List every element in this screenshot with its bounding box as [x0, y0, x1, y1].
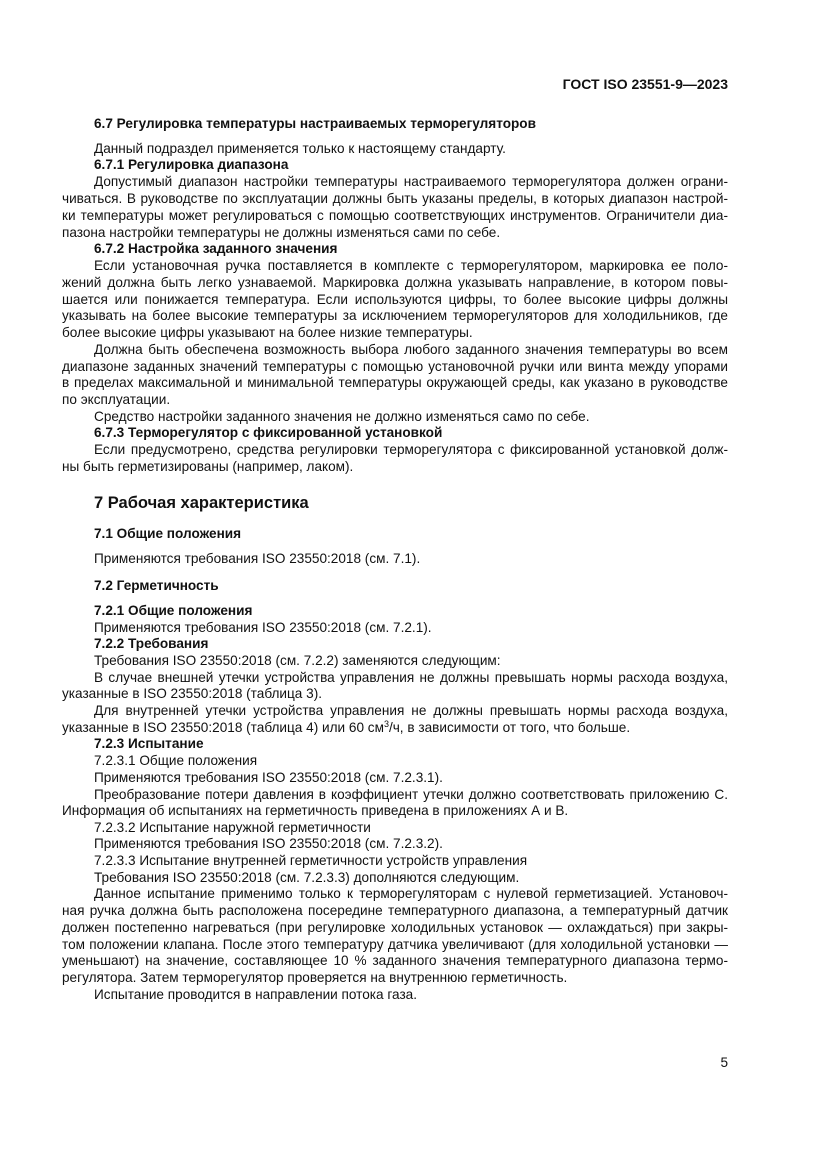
- paragraph: Требования ISO 23550:2018 (см. 7.2.2) заменяются следующим:: [94, 653, 501, 668]
- subsection-heading-6-7-3: 6.7.3 Терморегулятор с фиксированной установкой: [94, 425, 443, 440]
- paragraph: Средство настройки заданного значения не должно изменяться само по себе.: [94, 409, 590, 424]
- text-line: В случае внешней утечки устройства управления не должны превышать нормы расхода воздуха,: [94, 670, 728, 685]
- text-line: Информация об испытаниях на герметичность приведена в приложениях А и В.: [62, 803, 569, 818]
- paragraph: Применяются требования ISO 23550:2018 (см. 7.1).: [94, 551, 421, 566]
- text-line: шается или понижается температура. Если используются цифры, то более высокие цифры должны: [62, 292, 728, 307]
- text-line: диапазоне заданных значений температуры с помощью установочной ручки или винта между упорами: [62, 359, 728, 374]
- paragraph: Применяются требования ISO 23550:2018 (см. 7.2.3.1).: [94, 770, 443, 785]
- paragraph: Данный подраздел применяется только к настоящему стандарту.: [94, 141, 506, 156]
- paragraph: Требования ISO 23550:2018 (см. 7.2.3.3) дополняются следующим.: [94, 870, 520, 885]
- text-line: должен постепенно нагреваться (при регулировке холодильных установок — охлаждаться) при закры-: [62, 920, 728, 935]
- text-line: регулятора. Затем терморегулятор проверяется на внутреннюю герметичность.: [62, 970, 568, 985]
- subsection-heading-7-2: 7.2 Герметичность: [94, 578, 219, 593]
- text-line: ки температуры может регулироваться с помощью соответствующих инструментов. Ограничители диа-: [62, 208, 728, 223]
- text-line: Должна быть обеспечена возможность выбора любого заданного значения температуры во всем: [94, 342, 728, 357]
- text-line: чиваться. В руководстве по эксплуатации должны быть указаны пределы, в которых диапазон настрой-: [62, 191, 728, 206]
- text-line: указанные в ISO 23550:2018 (таблица 4) или 60 $см^3/ч$, в зависимости от того, что больше.: [62, 719, 631, 735]
- text-line: пазона настройки температуры не должны изменяться сами по себе.: [62, 225, 501, 240]
- subsection-heading-7-2-1: 7.2.1 Общие положения: [94, 603, 253, 618]
- subsection-heading-7-1: 7.1 Общие положения: [94, 526, 242, 541]
- text-line: более высокие цифры указывают на более низкие температуры.: [62, 325, 473, 340]
- text-line: Если предусмотрено, средства регулировки терморегулятора с фиксированной установкой долж-: [94, 442, 728, 457]
- text-line: ны быть герметизированы (например, лаком).: [62, 459, 354, 474]
- document-code: ГОСТ ISO 23551-9—2023: [562, 76, 728, 92]
- text-line: в пределах максимальной и минимальной температуры окружающей среды, как указано в руководстве: [62, 375, 728, 390]
- text-line: по эксплуатации.: [62, 392, 171, 407]
- subsection-heading-7-2-3: 7.2.3 Испытание: [94, 736, 204, 751]
- section-heading-6-7: 6.7 Регулировка температуры настраиваемых терморегуляторов: [94, 116, 536, 131]
- page-number: 5: [720, 1055, 728, 1070]
- paragraph: Применяются требования ISO 23550:2018 (см. 7.2.3.2).: [94, 836, 443, 851]
- clause-heading-7-2-3-3: 7.2.3.3 Испытание внутренней герметичности устройств управления: [94, 853, 528, 868]
- clause-heading-7-2-3-2: 7.2.3.2 Испытание наружной герметичности: [94, 820, 371, 835]
- text-line: Для внутренней утечки устройства управления не должны превышать нормы расхода воздуха,: [94, 703, 728, 718]
- text-line: жений должна быть легко узнаваемой. Маркировка должна указывать направление, в котором повы-: [62, 275, 728, 290]
- text-line: Данное испытание применимо только к терморегуляторам с нулевой герметизацией. Установоч-: [94, 886, 728, 901]
- subsection-heading-6-7-2: 6.7.2 Настройка заданного значения: [94, 241, 338, 256]
- text-line: ная ручка должна быть расположена посередине температурного диапазона, а температурный датчик: [62, 903, 728, 918]
- subsection-heading-7-2-2: 7.2.2 Требования: [94, 636, 209, 651]
- text-line: указывать на более высокие температуры за исключением терморегуляторов для холодильников, где: [62, 308, 728, 323]
- text-line: том положении клапана. После этого температуру датчика увеличивают (для холодильной установки —: [62, 937, 728, 952]
- paragraph: Испытание проводится в направлении потока газа.: [94, 987, 418, 1002]
- text-line: уменьшают) на значение, составляющее 10 % заданного значения температурного диапазона термо-: [62, 953, 728, 968]
- subsection-heading-6-7-1: 6.7.1 Регулировка диапазона: [94, 157, 289, 172]
- text-line: Преобразование потери давления в коэффициент утечки должно соответствовать приложению С.: [94, 787, 728, 802]
- clause-heading-7-2-3-1: 7.2.3.1 Общие положения: [94, 753, 258, 768]
- text-line: указанные в ISO 23550:2018 (таблица 3).: [62, 686, 323, 701]
- text-line: Если установочная ручка поставляется в комплекте с терморегулятором, маркировка ее поло-: [94, 258, 728, 273]
- text-line: Допустимый диапазон настройки температуры настраиваемого терморегулятора должен ограни-: [94, 174, 728, 189]
- section-heading-7: 7 Рабочая характеристика: [94, 494, 309, 512]
- paragraph: Применяются требования ISO 23550:2018 (см. 7.2.1).: [94, 620, 432, 635]
- superscript: 3: [383, 719, 389, 729]
